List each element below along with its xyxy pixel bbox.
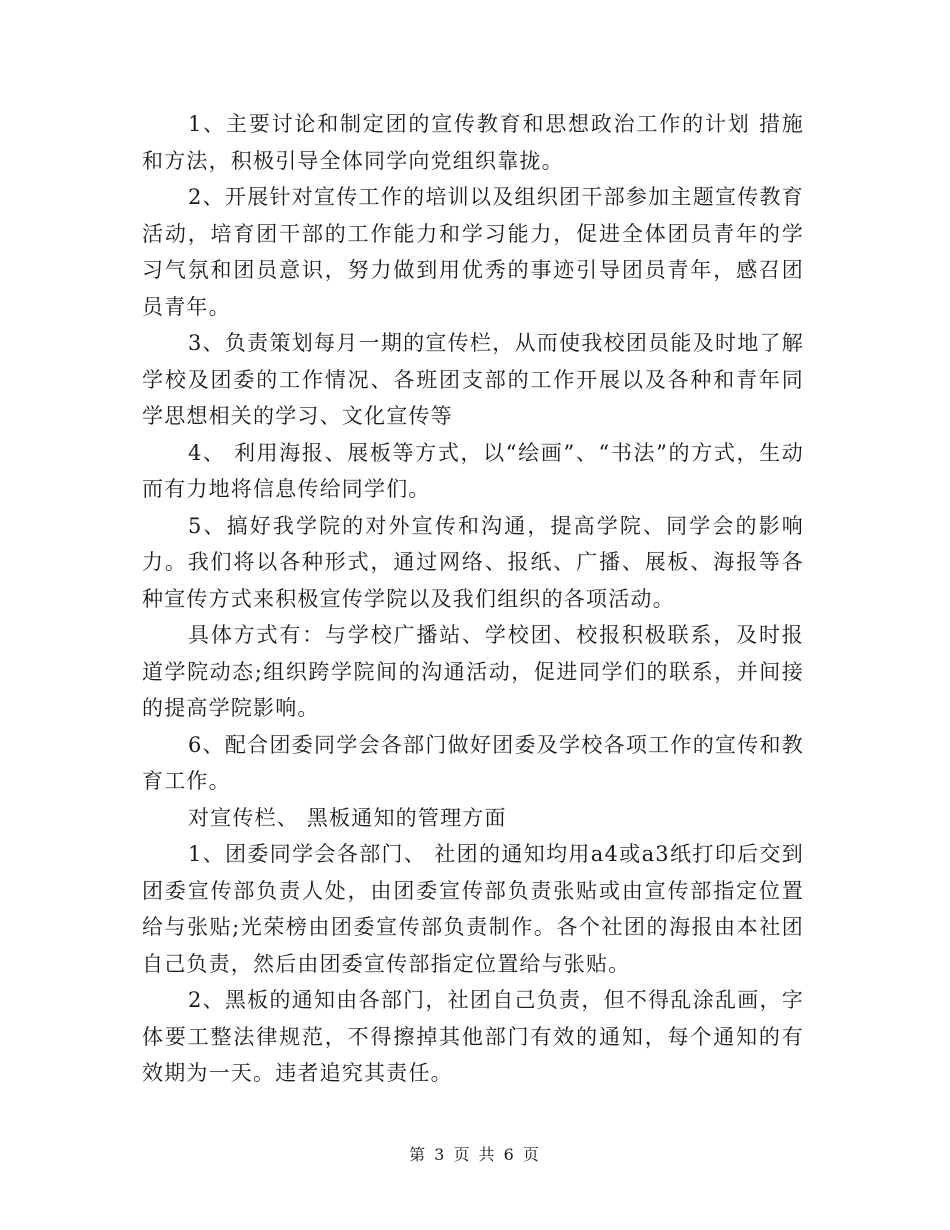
section-heading: 对宣传栏、 黑板通知的管理方面: [188, 805, 507, 830]
paragraph: 1、团委同学会各部门、 社团的通知均用a4或a3纸打印后交到团委宣传部负责人处，由团委宣传部负责张贴或由宣传部指定位置给与张贴;光荣榜由团委宣传部负责制作。各个社团的海报由本社团自己负责，然后由团委宣传部指定位置给与张贴。: [142, 842, 804, 976]
paragraph: 1、主要讨论和制定团的宣传教育和思想政治工作的计划 措施和方法，积极引导全体同学向党组织靠拢。: [142, 112, 804, 173]
document-body: [142, 106, 804, 1092]
paragraph: 2、开展针对宣传工作的培训以及组织团干部参加主题宣传教育活动，培育团干部的工作能力和学习能力，促进全体团员青年的学习气氛和团员意识，努力做到用优秀的事迹引导团员青年，感召团员青年。: [142, 185, 804, 319]
paragraph: 5、搞好我学院的对外宣传和沟通，提高学院、同学会的影响力。我们将以各种形式，通过网络、报纸、广播、展板、海报等各种宣传方式来积极宣传学院以及我们组织的各项活动。: [142, 513, 804, 611]
paragraph: 2、黑板的通知由各部门，社团自己负责，但不得乱涂乱画，字体要工整法律规范，不得擦掉其他部门有效的通知，每个通知的有效期为一天。违者追究其责任。: [142, 988, 804, 1085]
page-number-footer: 第 3 页 共 6 页: [409, 1145, 541, 1164]
paragraph: 具体方式有：与学校广播站、学校团、校报积极联系，及时报道学院动态;组织跨学院间的沟通活动，促进同学们的联系，并间接的提高学院影响。: [142, 623, 804, 720]
paragraph: 3、负责策划每月一期的宣传栏，从而使我校团员能及时地了解学校及团委的工作情况、各班团支部的工作开展以及各种和青年同学思想相关的学习、文化宣传等: [142, 331, 804, 428]
paragraph: 6、配合团委同学会各部门做好团委及学校各项工作的宣传和教育工作。: [142, 732, 804, 793]
paragraph: 4、 利用海报、展板等方式，以“绘画”、“书法”的方式，生动而有力地将信息传给同学们。: [142, 440, 804, 501]
